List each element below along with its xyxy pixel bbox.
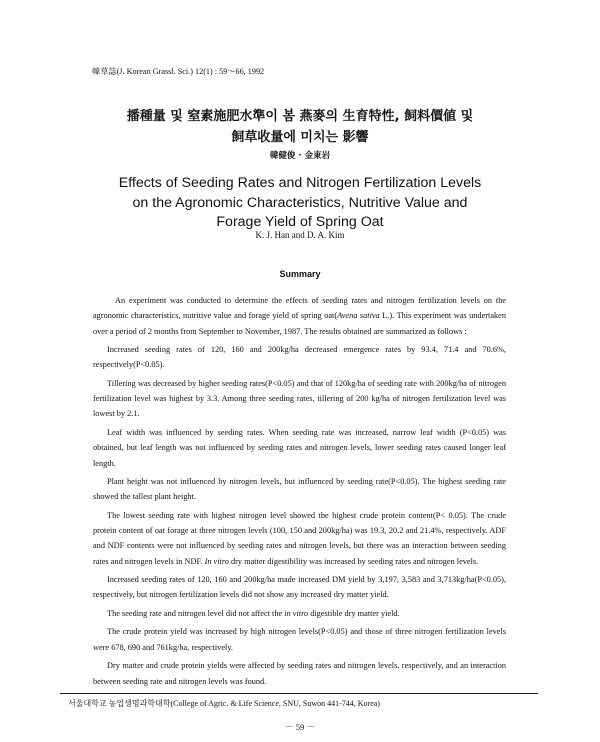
summary-paragraph-5: Plant height was not influenced by nitrogen levels, but influenced by seeding rate(P<0.05). The highest seeding rate showed the tallest plant height. bbox=[93, 477, 506, 502]
english-title-line-2: on the Agronomic Characteristics, Nutritive Value and bbox=[132, 194, 468, 211]
english-authors: K. J. Han and D. A. Kim bbox=[255, 230, 345, 240]
english-title bbox=[70, 174, 530, 233]
english-title-line-1: Effects of Seeding Rates and Nitrogen Fertilization Levels bbox=[118, 175, 482, 191]
summary-paragraph-9: The crude protein yield was increased by high nitrogen levels(P<0.05) and those of three nitrogen fertilization levels were 678, 690 and 761kg/ha, respectively. bbox=[93, 627, 506, 652]
summary-heading: Summary bbox=[279, 269, 321, 279]
page-number: － 59 － bbox=[285, 722, 315, 732]
summary-paragraph-1: An experiment was conducted to determine the effects of seeding rates and nitrogen fertilization levels on the agronomic characteristics, nutritive value and forage yield of spring oat(Avena sativa L.). This experiment was undertaken over a period of 2 months from September to November, 1987. The results obtained are summarized as follows : bbox=[93, 296, 506, 336]
journal-reference: 韓草誌(J. Korean Grassl. Sci.) 12(1) : 59～66, 1992 bbox=[92, 67, 265, 76]
korean-title-line-2: 飼草收量에 미치는 影響 bbox=[231, 130, 369, 145]
summary-paragraph-7: Increased seeding rates of 120, 160 and 200kg/ha made increased DM yield by 3,197, 3,583 and 3,713kg/ha(P<0.05), respectively, but nitrogen fertilization levels did not show any increased dry matter yield. bbox=[93, 575, 506, 600]
summary-paragraph-10: Dry matter and crude protein yields were affected by seeding rates and nitrogen levels, respectively, and an interaction between seeding rate and nitrogen levels was found. bbox=[93, 661, 506, 686]
summary-paragraph-3: Tillering was decreased by higher seeding rates(P<0.05) and that of 120kg/ha of seeding rate with 200kg/ha of nitrogen fertilization level was highest by 3.3. Among three seeding rates, tillering of 200 kg/ha of nitrogen fertilization level was lowest by 2.1. bbox=[93, 378, 506, 419]
english-title-line-3: Forage Yield of Spring Oat bbox=[216, 214, 384, 230]
korean-title bbox=[70, 106, 530, 148]
summary-paragraph-8: The seeding rate and nitrogen level did not affect the in vitro digestible dry matter yield. bbox=[107, 608, 400, 618]
summary-body bbox=[93, 293, 506, 692]
footnote-divider bbox=[60, 693, 538, 694]
summary-paragraph-2: Increased seeding rates of 120, 160 and 200kg/ha decreased emergence rates by 93.4, 71.4 and 70.6%, respectively(P<0.05). bbox=[93, 345, 506, 370]
summary-paragraph-6: The lowest seeding rate with highest nitrogen level showed the highest crude protein content(P< 0.05). The crude protein content of oat forage at three nitrogen levels (100, 150 and 200kg/ha) was 19.3, 20.2 and 21.4%, respectively. ADF and NDF contents were not influenced by seeding rates and nitrogen levels, but there was an interaction between seeding rates and nitrogen levels in NDF. In vitro dry matter digestibility was increased by seeding rates and nitrogen levels. bbox=[93, 510, 506, 566]
korean-title-line-1: 播種量 및 窒素施肥水準이 봄 燕麥의 生育特性, 飼料價値 및 bbox=[126, 109, 474, 124]
korean-authors: 韓健俊 · 金東岩 bbox=[269, 151, 331, 161]
affiliation-footnote: 서울대학교 농업생명과학대학(College of Agric. & Life Science, SNU, Suwon 441-744, Korea) bbox=[68, 699, 380, 708]
summary-paragraph-4: Leaf width was influenced by seeding rates. When seeding rate was increased, narrow leaf width (P<0.05) was obtained, but leaf length was not influenced by seeding rates and nitrogen levels, lower seeding rates caused longer leaf length. bbox=[93, 427, 506, 468]
